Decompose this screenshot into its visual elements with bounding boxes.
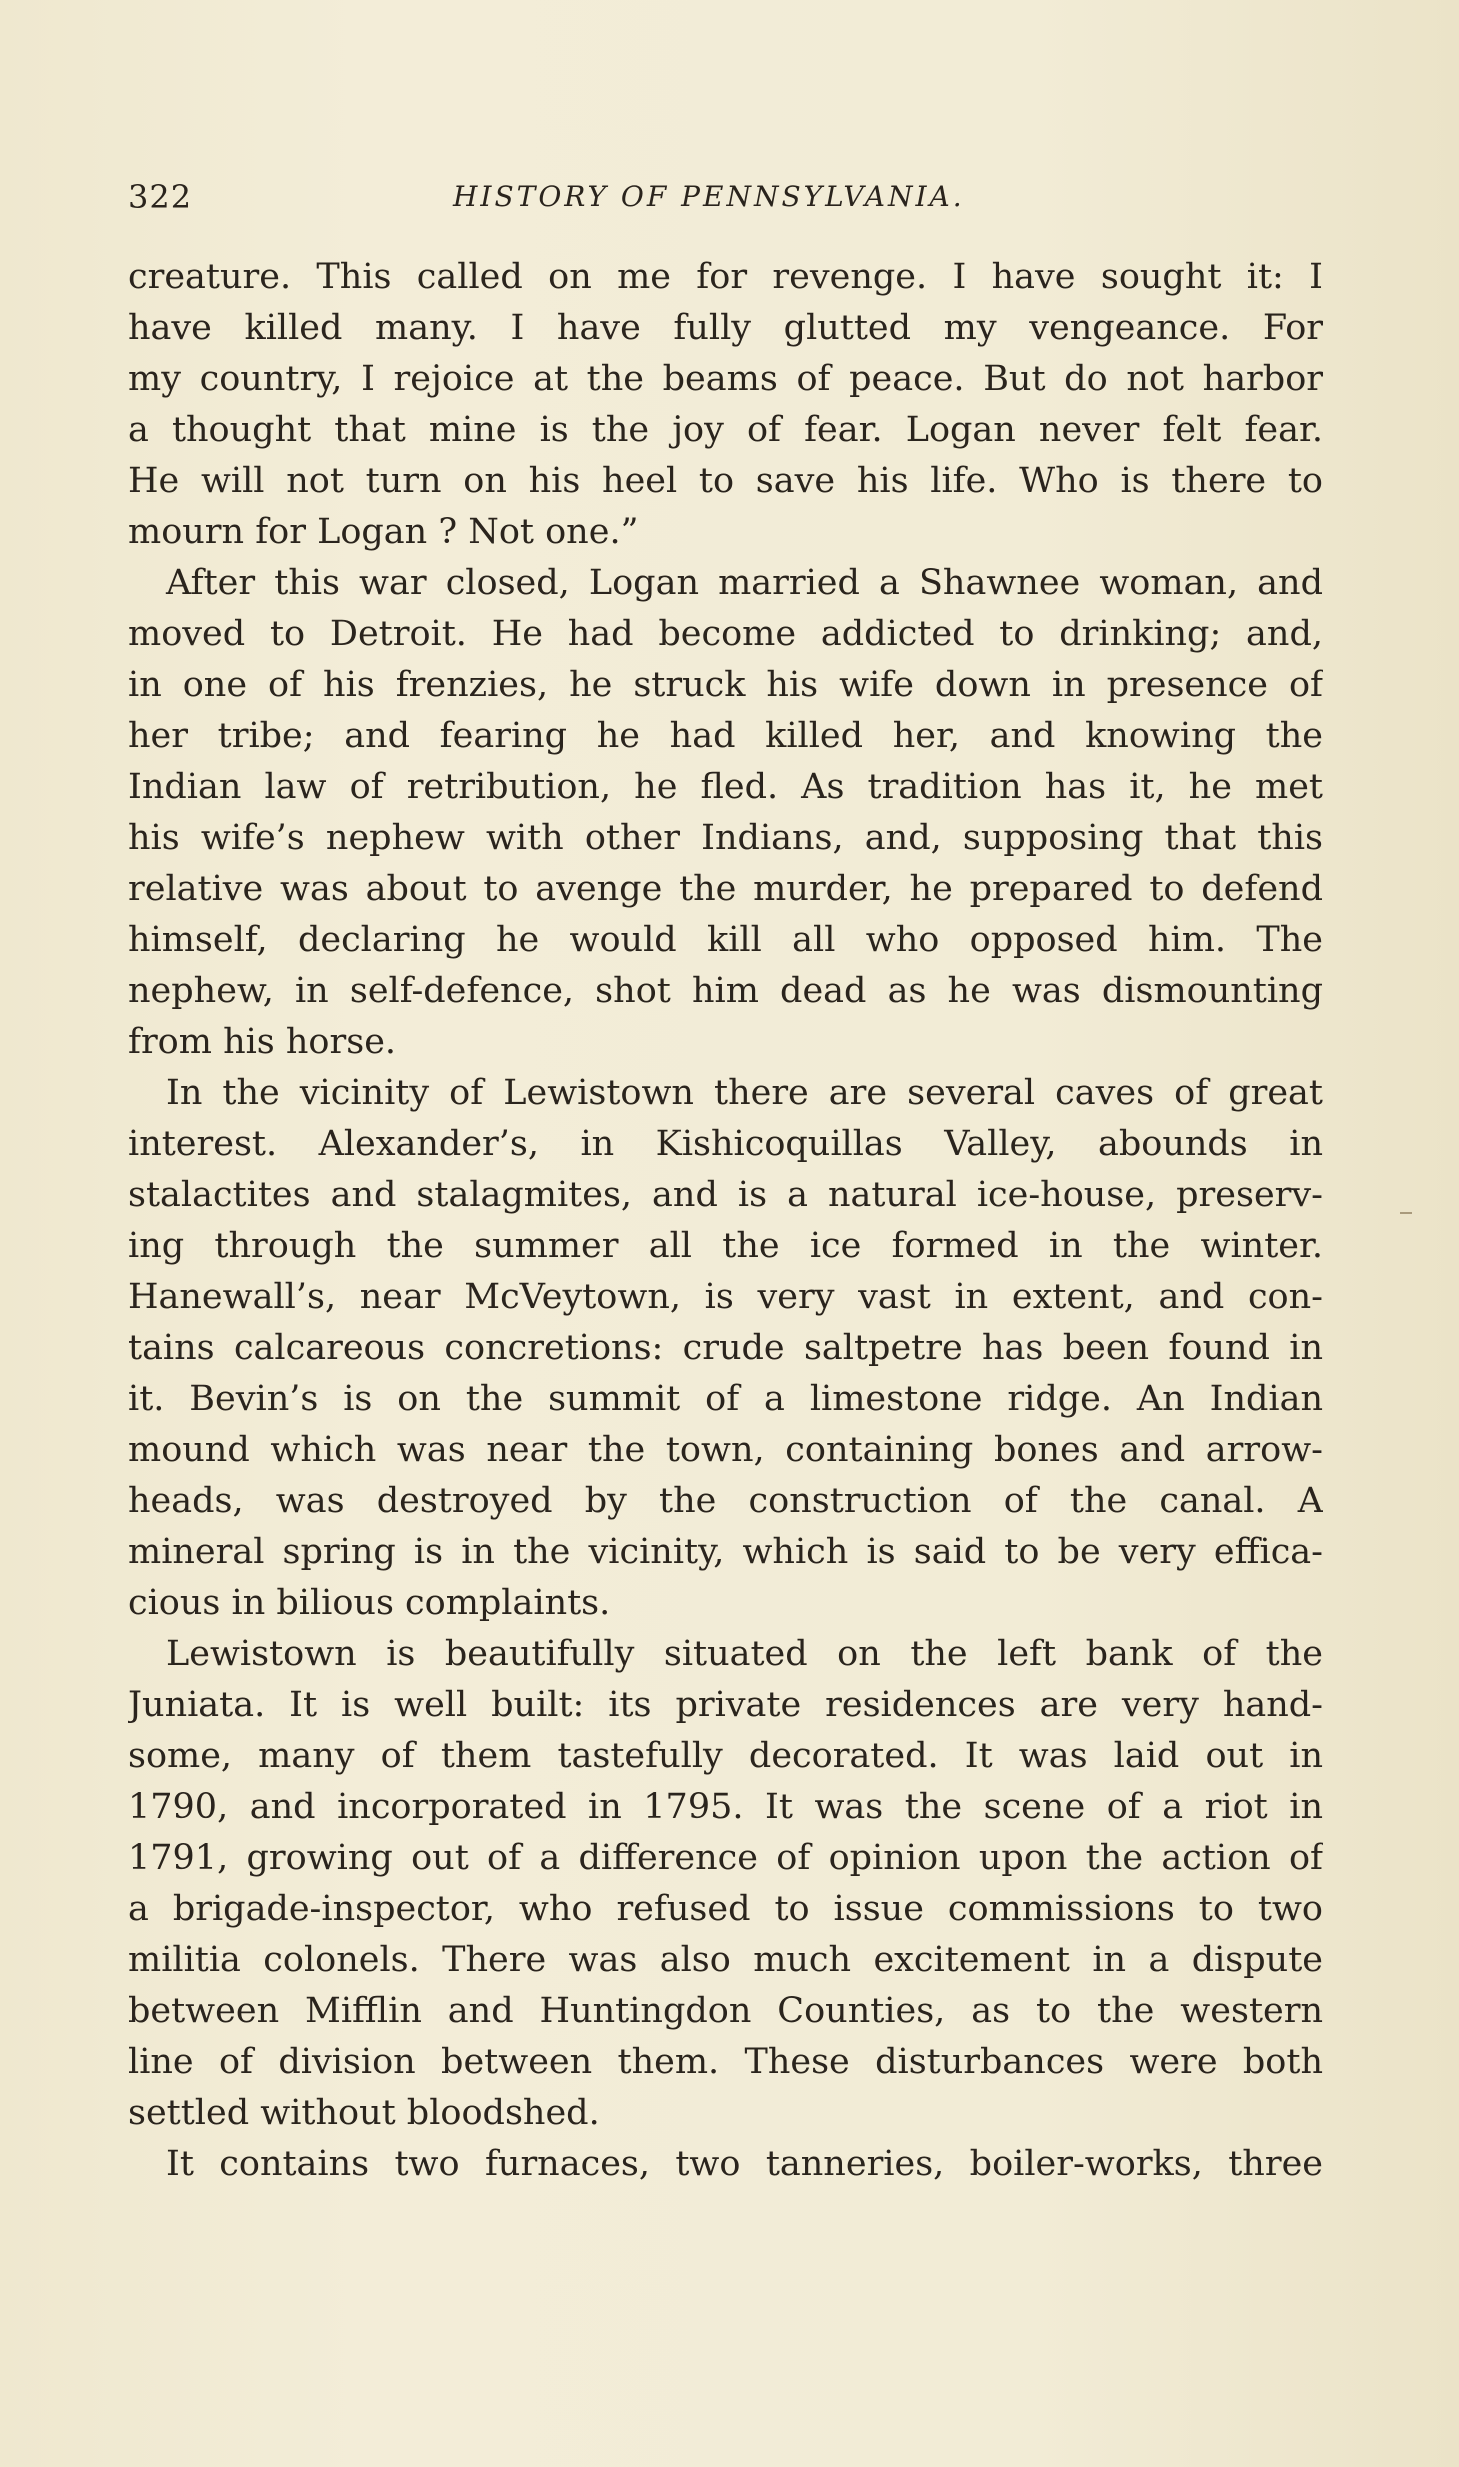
text-line: Juniata. It is well built: its private residences are very hand- [128, 1685, 1323, 1725]
text-line: between Mifflin and Huntingdon Counties, as to the western [128, 1991, 1323, 2031]
paragraph-start-line: In the vicinity of Lewistown there are several caves of great [166, 1073, 1323, 1113]
text-line: my country, I rejoice at the beams of peace. But do not harbor [128, 359, 1323, 399]
text-line: moved to Detroit. He had become addicted to drinking; and, [128, 614, 1323, 654]
text-line: militia colonels. There was also much excitement in a dispute [128, 1940, 1323, 1980]
text-line: Indian law of retribution, he fled. As tradition has it, he met [128, 767, 1323, 807]
running-head: HISTORY OF PENNSYLVANIA. [453, 180, 965, 213]
paragraph-start-line: It contains two furnaces, two tanneries, boiler-works, three [166, 2144, 1323, 2184]
text-line: ing through the summer all the ice formed in the winter. [128, 1226, 1323, 1266]
text-line: tains calcareous concretions: crude saltpetre has been found in [128, 1328, 1323, 1368]
text-line: relative was about to avenge the murder, he prepared to defend [128, 869, 1323, 909]
text-line: cious in bilious complaints. [128, 1583, 611, 1623]
text-line: a thought that mine is the joy of fear. Logan never felt fear. [128, 410, 1323, 450]
text-line: from his horse. [128, 1022, 397, 1062]
text-line: mound which was near the town, containing bones and arrow- [128, 1430, 1323, 1470]
text-line: his wife’s nephew with other Indians, and, supposing that this [128, 818, 1323, 858]
text-line: in one of his frenzies, he struck his wife down in presence of [128, 665, 1323, 705]
text-line: line of division between them. These disturbances were both [128, 2042, 1323, 2082]
text-line: settled without bloodshed. [128, 2093, 600, 2133]
text-line: some, many of them tastefully decorated. It was laid out in [128, 1736, 1323, 1776]
page-header [128, 178, 1323, 228]
text-line: creature. This called on me for revenge. I have sought it: I [128, 257, 1323, 297]
text-line: 1791, growing out of a difference of opinion upon the action of [128, 1838, 1323, 1878]
text-line: nephew, in self-defence, shot him dead as he was dismounting [128, 971, 1323, 1011]
text-line: it. Bevin’s is on the summit of a limestone ridge. An Indian [128, 1379, 1323, 1419]
margin-mark [1400, 1212, 1412, 1214]
text-line: a brigade-inspector, who refused to issue commissions to two [128, 1889, 1323, 1929]
page-number: 322 [128, 178, 193, 216]
text-line: have killed many. I have fully glutted my vengeance. For [128, 308, 1323, 348]
text-line: interest. Alexander’s, in Kishicoquillas Valley, abounds in [128, 1124, 1323, 1164]
text-line: mineral spring is in the vicinity, which is said to be very effica- [128, 1532, 1323, 1572]
text-line: her tribe; and fearing he had killed her, and knowing the [128, 716, 1323, 756]
text-line: 1790, and incorporated in 1795. It was the scene of a riot in [128, 1787, 1323, 1827]
text-line: himself, declaring he would kill all who opposed him. The [128, 920, 1323, 960]
paragraph-start-line: After this war closed, Logan married a Shawnee woman, and [166, 563, 1323, 603]
text-line: heads, was destroyed by the construction of the canal. A [128, 1481, 1323, 1521]
paragraph-start-line: Lewistown is beautifully situated on the left bank of the [166, 1634, 1323, 1674]
text-line: mourn for Logan ? Not one.” [128, 512, 639, 552]
text-line: Hanewall’s, near McVeytown, is very vast in extent, and con- [128, 1277, 1323, 1317]
text-line: He will not turn on his heel to save his life. Who is there to [128, 461, 1323, 501]
body-text [128, 252, 1323, 2190]
text-line: stalactites and stalagmites, and is a natural ice-house, preserv- [128, 1175, 1323, 1215]
